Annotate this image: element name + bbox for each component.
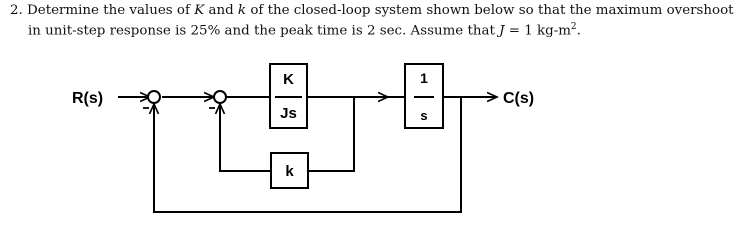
block1-denominator: Js [280, 105, 297, 122]
block2-numerator: 1 [420, 70, 428, 86]
summing-junction-2 [214, 91, 226, 103]
problem-text: . [576, 23, 581, 39]
variable-J: J [499, 23, 505, 39]
variable-K: K [194, 3, 205, 18]
block1-numerator: K [283, 71, 294, 88]
output-label: C(s) [503, 90, 535, 107]
feedback-block-label: k [285, 163, 294, 180]
inner-feedback-line-return [220, 110, 271, 171]
inner-feedback-line [308, 97, 354, 171]
summing-junction-1 [148, 91, 160, 103]
problem-text: = 1 kg-m [508, 23, 571, 39]
block2-denominator: s [420, 108, 428, 123]
superscript: 2 [570, 22, 577, 32]
input-label: R(s) [72, 90, 104, 107]
problem-text: in unit-step response is 25% and the peak time is 2 sec. Assume that [28, 23, 495, 39]
problem-number: 2. [10, 3, 23, 18]
problem-text: Determine the values of [27, 3, 190, 18]
problem-text: of the closed-loop system shown below so that the maximum overshoot [250, 3, 734, 18]
problem-text: and [208, 3, 234, 18]
variable-k: k [237, 3, 247, 18]
